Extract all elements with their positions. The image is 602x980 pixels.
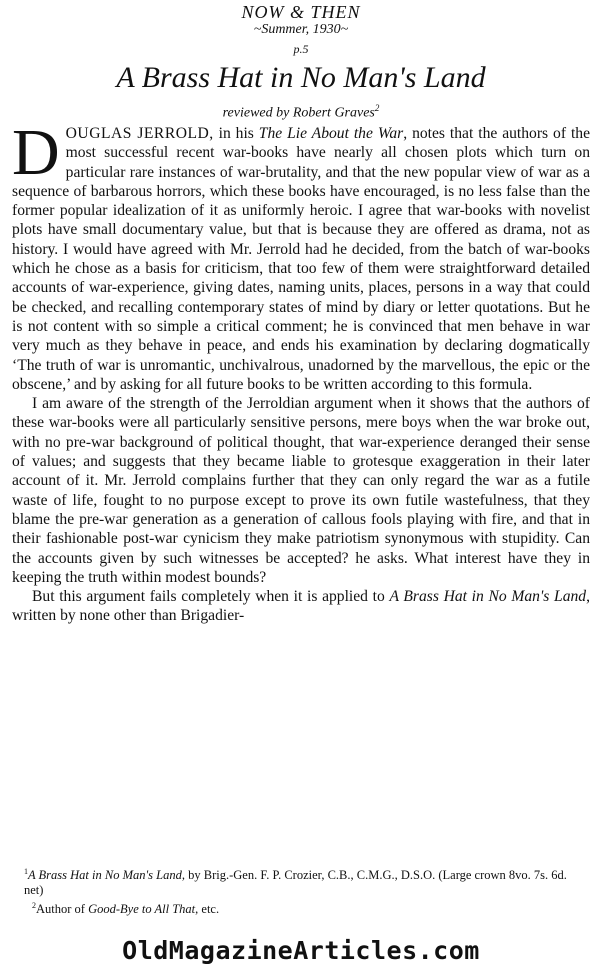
paragraph-1-text: , notes that the authors of the most successful recent war-books have nearly all chosen plots which turn on particular rare instances of war-brutality, and that the new popular view of war as a sequence of barbarous horrors, which these books have encouraged, is no less false than the former popular idealization of it as uniformly heroic. I agree that war-books with novelist plots have small documentary value, but that is because they are offered as drama, not as history. I would have agreed with Mr. Jerrold had he decided, from the batch of war-books which he chose as a basis for criticism, that too few of them were straightforward detailed accounts of war-experience, giving dates, naming units, places, persons in a way that could be checked, and recalling contemporary states of mind by diary or letter quotations. But he is not content with so simple a critical comment; he is convinced that men behave in war very much as they behave in peace, and ends his examination by declaring dogmatically ‘The truth of war is unromantic, unchivalrous, unadorned by the marvellous, the epic or the obscene,’ and by asking for all future books to be written according to this formula. — [12, 125, 591, 393]
article-byline — [0, 99, 602, 123]
book-title-lie-about-the-war: The Lie About the War — [258, 125, 404, 142]
drop-cap: D — [12, 116, 60, 189]
footnote-1-title: A Brass Hat in No Man's Land, — [28, 868, 185, 883]
paragraph-3 — [12, 587, 590, 626]
footnote-1-marker: 1 — [24, 867, 28, 876]
paragraph-1 — [12, 116, 591, 394]
paragraph-2: I am aware of the strength of the Jerroldian argument when it shows that the authors of these war-books were all particularly sensitive persons, mere boys when the war broke out, with no pre-war background of political thought, that war-experience deranged their sense of values; and suggests that they became liable to grotesque exaggeration in their later account of it. Mr. Jerrold complains further that they can only regard the war as a futile waste of life, fought to no purpose except to prove its own futile wastefulness, that they blame the pre-war generation as a generation of callous fools playing with fire, and that in their fashionable post-war cynicism they make patriotism synonymous with stupidity. Can the accounts given by such witnesses be accepted? he asks. What interest have they in keeping the truth within modest bounds? — [12, 395, 590, 586]
book-title-brass-hat: A Brass Hat in No Man's Land — [389, 588, 587, 606]
footnote-2-text: , etc. — [195, 902, 220, 917]
byline-footnote-marker: 2 — [374, 103, 380, 113]
issue-date: ~Summer, 1930~ — [253, 22, 349, 37]
footnote-2-marker: 2 — [32, 901, 36, 911]
footnote-1 — [24, 864, 584, 898]
site-watermark: OldMagazineArticles.com — [122, 936, 480, 965]
footnote-1-text: by Brig.-Gen. F. P. Crozier, C.B., C.M.G., D.S.O. (Large crown 8vo. 7s. 6d. net) — [24, 868, 567, 898]
paragraph-3-text: , written by none other than Brigadier- — [12, 588, 590, 625]
paragraph-1-connector: in his — [213, 125, 259, 142]
page-number: p.5 — [293, 42, 309, 56]
magazine-masthead: NOW & THEN — [241, 2, 361, 22]
footnote-2-title: Good-Bye to All That — [88, 902, 196, 917]
article-body — [12, 116, 591, 626]
footnotes — [24, 864, 584, 917]
paragraph-3-lead: But this argument fails completely when it is applied to — [32, 588, 390, 606]
footnote-2 — [24, 898, 584, 917]
article-title: A Brass Hat in No Man's Land — [116, 61, 486, 94]
byline-text: reviewed by Robert Graves — [222, 105, 375, 121]
footnote-2-lead: Author of — [36, 902, 89, 917]
paragraph-1-lead: OUGLAS JERROLD, — [65, 125, 214, 142]
